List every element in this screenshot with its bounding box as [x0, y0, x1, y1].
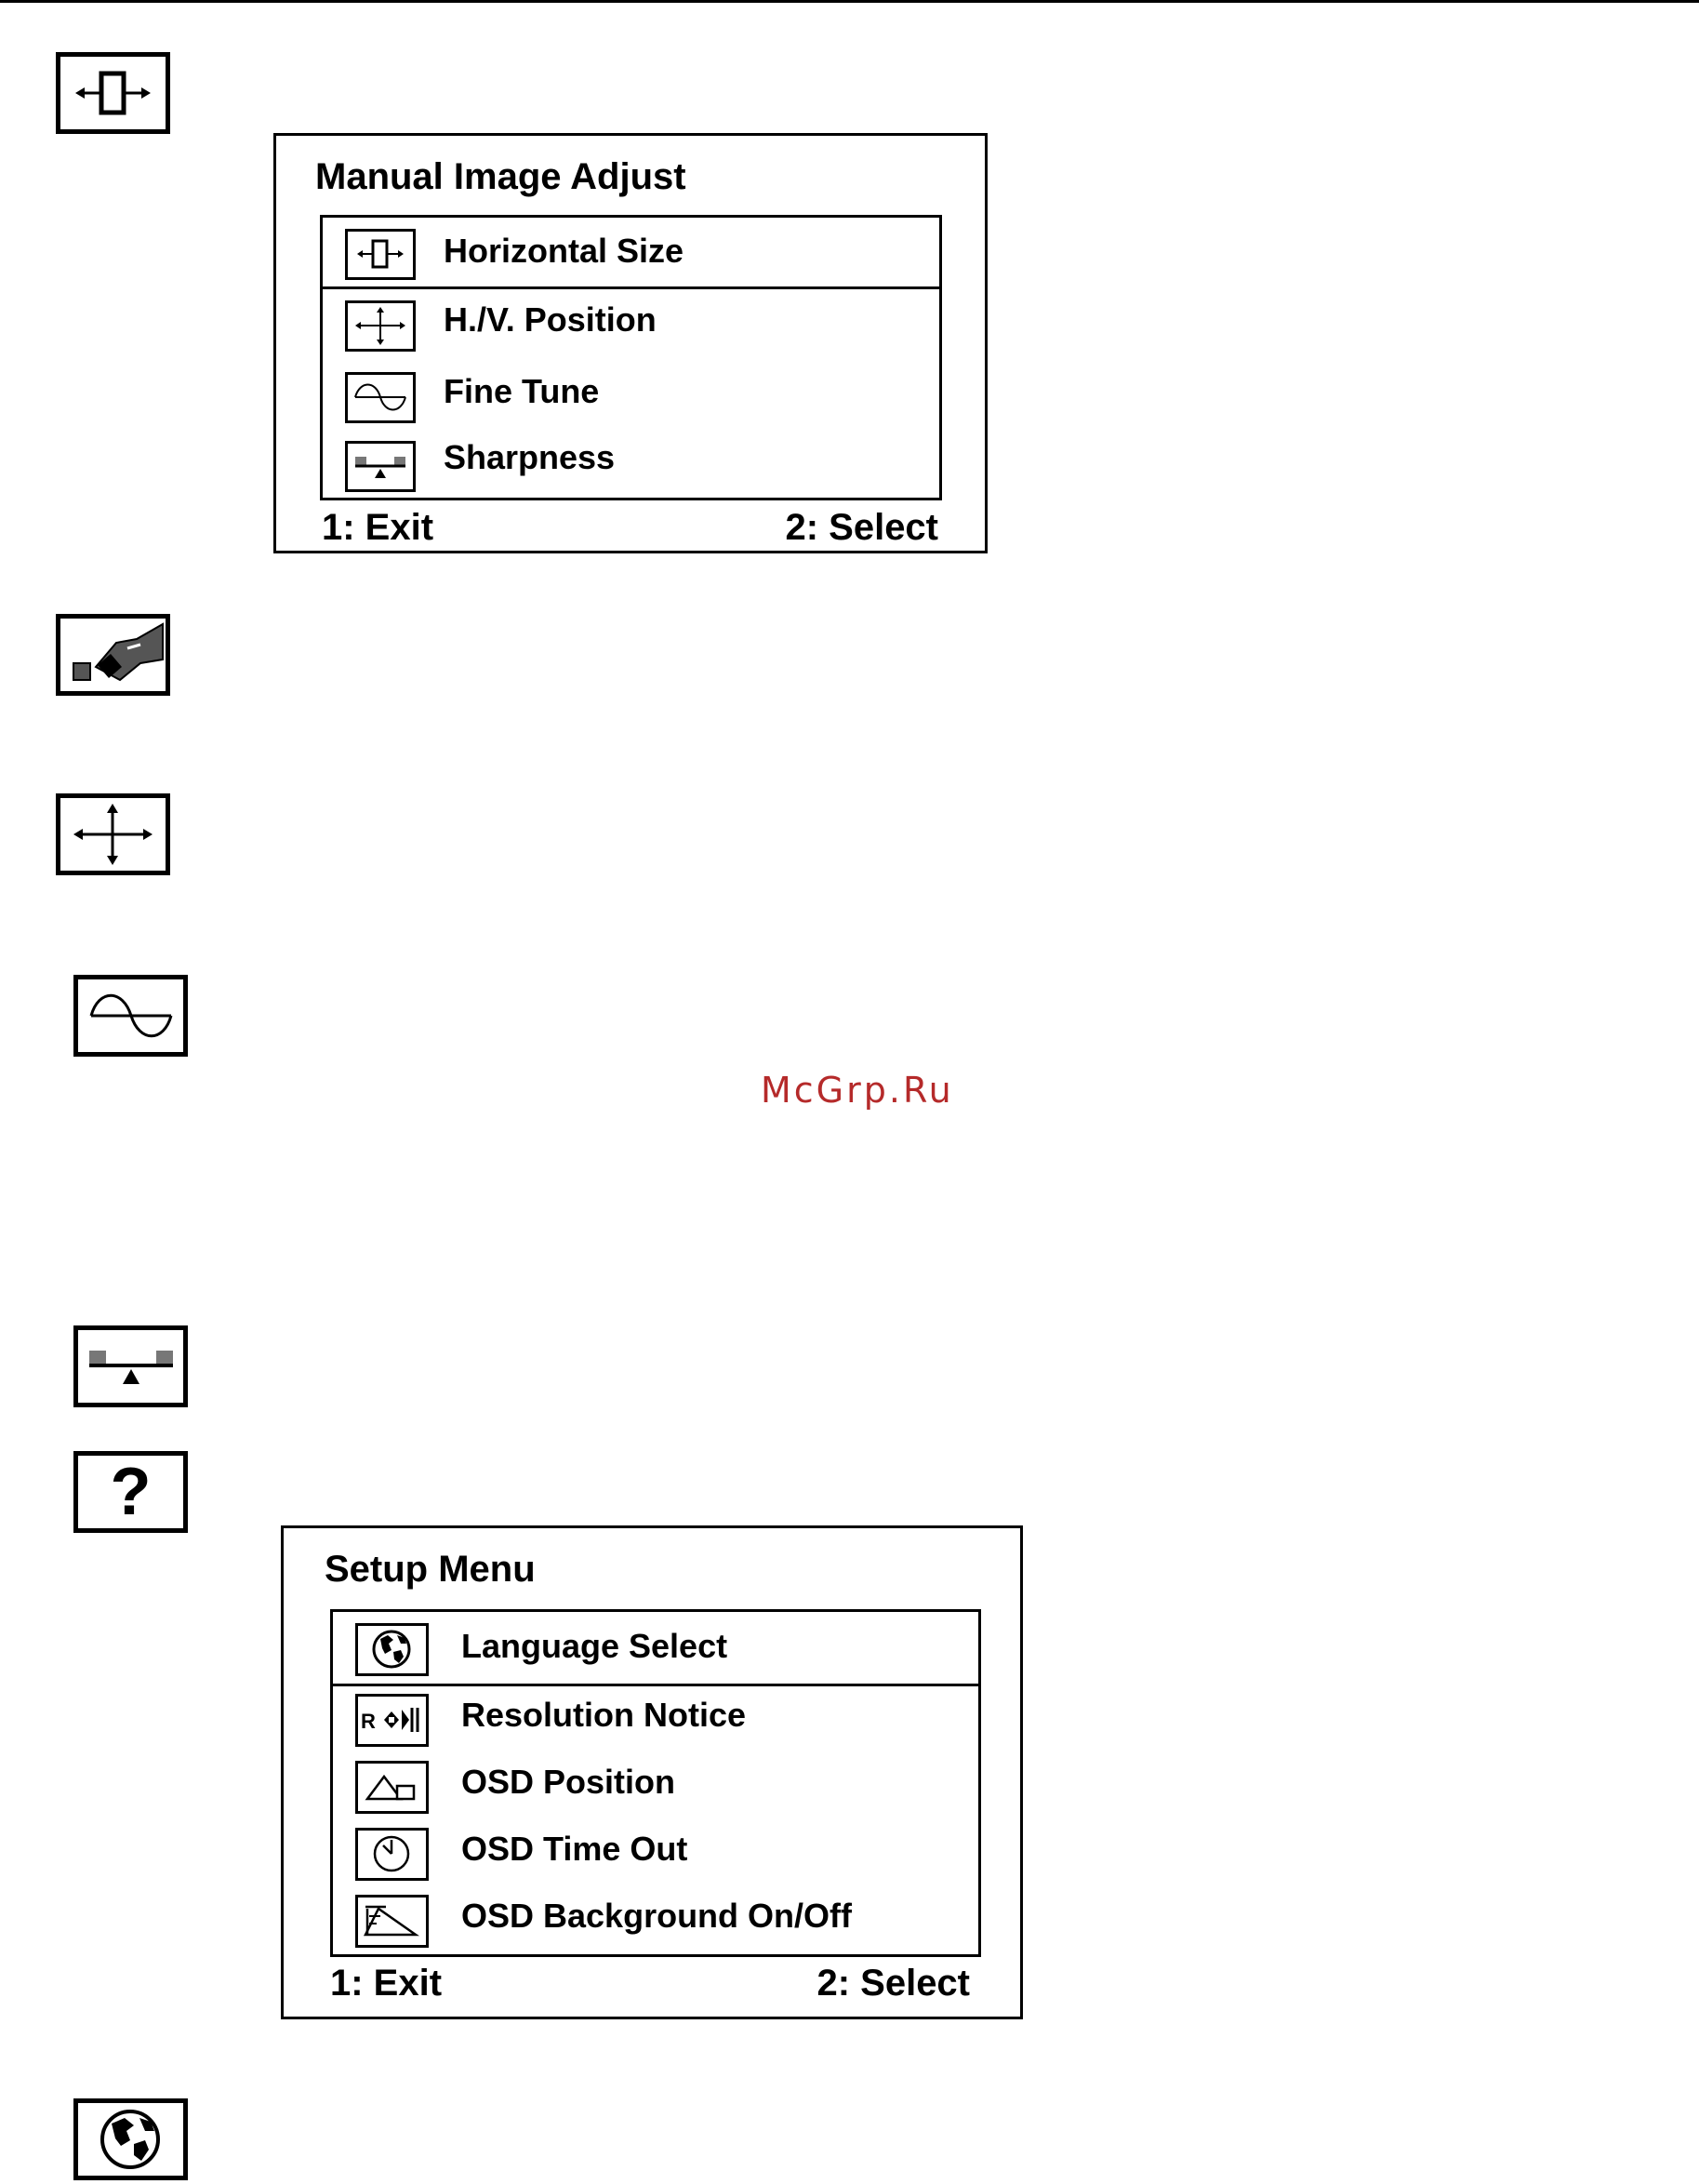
sharpness-icon [73, 1325, 188, 1407]
menu-item-label: Fine Tune [444, 372, 600, 410]
menu-item-osd-time-out[interactable] [333, 1820, 978, 1887]
menu-item-label: H./V. Position [444, 300, 657, 339]
menu-item-language-select[interactable] [333, 1612, 978, 1686]
page-top-rule [0, 0, 1699, 3]
auto-adjust-icon [56, 614, 170, 696]
position-arrows-icon [345, 300, 416, 352]
manual-image-adjust-menu [273, 133, 988, 553]
globe-icon [355, 1623, 429, 1676]
clock-icon [355, 1828, 429, 1881]
help-icon: ? [73, 1451, 188, 1533]
osd-position-icon [355, 1761, 429, 1814]
select-hint: 2: Select [785, 507, 938, 548]
exit-hint: 1: Exit [330, 1963, 443, 2004]
select-hint: 2: Select [816, 1963, 970, 2004]
menu-item-sharpness[interactable] [323, 433, 939, 498]
menu-list [330, 1609, 981, 1957]
sine-wave-icon [73, 975, 188, 1057]
menu-list [320, 215, 942, 500]
menu-title: Manual Image Adjust [315, 156, 686, 197]
menu-item-label: Language Select [461, 1627, 728, 1665]
menu-item-label: OSD Position [461, 1763, 676, 1801]
menu-item-label: OSD Background On/Off [461, 1897, 853, 1935]
menu-item-label: Resolution Notice [461, 1696, 747, 1734]
resolution-notice-icon [355, 1694, 429, 1747]
exit-hint: 1: Exit [322, 507, 434, 548]
watermark: McGrp.Ru [761, 1070, 954, 1111]
setup-menu [281, 1525, 1023, 2019]
menu-item-hv-position[interactable] [323, 289, 939, 361]
sine-wave-icon [345, 372, 416, 423]
menu-item-horizontal-size[interactable] [323, 218, 939, 289]
background-icon [355, 1895, 429, 1948]
svg-text:R: R [361, 1710, 376, 1733]
horizontal-size-icon [345, 229, 416, 280]
menu-title: Setup Menu [325, 1549, 536, 1590]
menu-item-label: Horizontal Size [444, 232, 684, 270]
globe-icon [73, 2098, 188, 2180]
menu-item-osd-position[interactable] [333, 1753, 978, 1820]
menu-item-osd-background[interactable] [333, 1887, 978, 1954]
menu-item-fine-tune[interactable] [323, 361, 939, 433]
position-arrows-icon [56, 793, 170, 875]
menu-item-label: Sharpness [444, 438, 616, 476]
sharpness-icon [345, 441, 416, 492]
menu-item-label: OSD Time Out [461, 1830, 688, 1868]
menu-item-resolution-notice[interactable] [333, 1686, 978, 1753]
horizontal-size-icon [56, 52, 170, 134]
